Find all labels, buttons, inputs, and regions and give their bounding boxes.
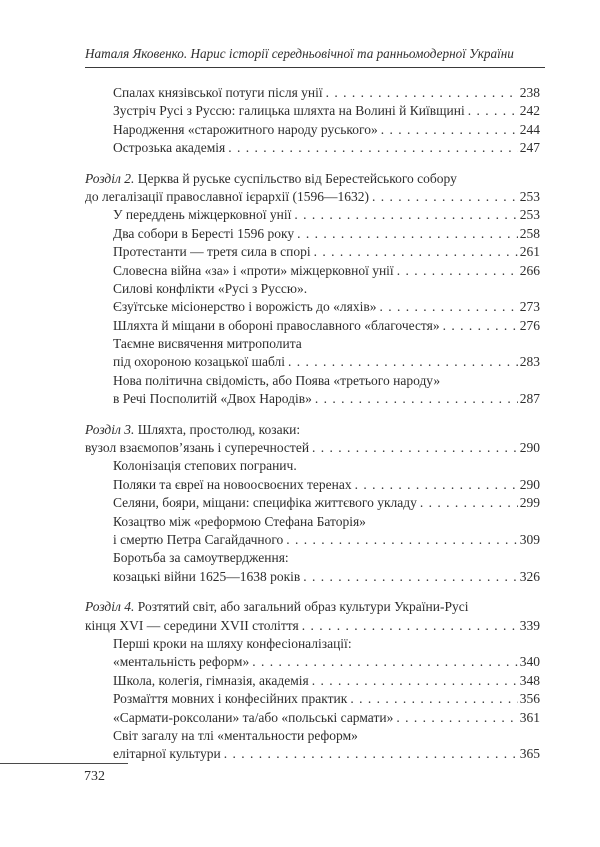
entry-title: «Сармати-роксолани» та/або «польські сармати»: [113, 709, 394, 725]
toc-entry-line: [85, 457, 540, 475]
entry-title: Розтятий світ, або загальний образ культури України-Русі: [137, 599, 469, 615]
toc-entry-line: [85, 653, 540, 671]
entry-title: Церква й руське суспільство від Берестейського собору: [137, 170, 457, 186]
toc-chapter-line: [85, 421, 540, 439]
toc-entry-line: [85, 745, 540, 763]
entry-title: кінця XVI — середини XVII століття: [85, 617, 299, 633]
entry-page-number: 276: [519, 317, 540, 333]
entry-title: Перші кроки на шляху конфесіоналізації:: [113, 635, 352, 651]
dot-leader: [355, 476, 518, 494]
dot-leader: [315, 390, 518, 408]
entry-title: Світ загалу на тлі «ментальности реформ»: [113, 727, 358, 743]
dot-leader: [420, 494, 518, 512]
toc-entry-line: [85, 476, 540, 494]
entry-page-number: 273: [519, 299, 540, 315]
toc-entry-line: [85, 727, 540, 745]
entry-page-number: 244: [519, 121, 540, 137]
entry-title: Шляхта, простолюд, козаки:: [137, 421, 301, 437]
entry-page-number: 340: [519, 654, 540, 670]
dot-leader: [302, 617, 518, 635]
dot-leader: [443, 317, 518, 335]
entry-title: Острозька академія: [113, 140, 226, 156]
toc-entry-line: [85, 439, 540, 457]
dot-leader: [372, 188, 518, 206]
footer-rule: [0, 763, 128, 764]
toc-chapter-line: [85, 598, 540, 616]
dot-leader: [312, 439, 518, 457]
dot-leader: [286, 531, 517, 549]
dot-leader: [379, 298, 517, 316]
entry-page-number: 242: [519, 103, 540, 119]
toc-entry-line: [85, 298, 540, 316]
entry-title: елітарної культури: [113, 746, 221, 762]
entry-title: Спалах князівської потуги після унії: [113, 85, 323, 100]
entry-page-number: 299: [519, 495, 540, 511]
toc-entry-line: [85, 617, 540, 635]
toc-entry-line: [85, 672, 540, 690]
toc-entry-line: [85, 690, 540, 708]
entry-title: під охороною козацької шаблі: [113, 354, 286, 370]
toc-entry-line: [85, 262, 540, 280]
dot-leader: [297, 225, 518, 243]
toc-entry-line: [85, 84, 540, 102]
entry-title: Єзуїтське місіонерство і ворожість до «ляхів»: [113, 299, 377, 315]
dot-leader: [303, 568, 518, 586]
toc-entry-line: [85, 513, 540, 531]
entry-page-number: 290: [519, 476, 540, 492]
entry-page-number: 253: [519, 207, 540, 223]
entry-title: Народження «старожитного народу руського»: [113, 121, 378, 137]
toc-entry-line: [85, 335, 540, 353]
entry-title: «ментальність реформ»: [113, 654, 250, 670]
entry-title: і смертю Петра Сагайдачного: [113, 531, 284, 547]
entry-title: Протестанти — третя сила в спорі: [113, 244, 311, 260]
toc-entry-line: [85, 139, 540, 157]
dot-leader: [252, 653, 518, 671]
entry-page-number: 253: [519, 188, 540, 204]
toc-entry-line: [85, 494, 540, 512]
dot-leader: [312, 672, 518, 690]
entry-page-number: 247: [519, 140, 540, 156]
entry-title: Зустріч Русі з Руссю: галицька шляхта на Волині й Київщині: [113, 103, 465, 119]
entry-page-number: 339: [519, 617, 540, 633]
toc-chapter-line: [85, 170, 540, 188]
toc-entry-line: [85, 709, 540, 727]
dot-leader: [294, 206, 517, 224]
toc-entry-line: [85, 549, 540, 567]
entry-page-number: 365: [519, 746, 540, 762]
toc-entry-line: [85, 531, 540, 549]
toc-entry-line: [85, 635, 540, 653]
toc-entry-line: [85, 102, 540, 120]
dot-leader: [397, 262, 518, 280]
chapter-label: Розділ 3.: [85, 421, 138, 437]
entry-page-number: 266: [519, 262, 540, 278]
entry-title: Розмаїття мовних і конфесійних практик: [113, 691, 348, 707]
toc-entry-line: [85, 225, 540, 243]
entry-title: Таємне висвячення митрополита: [113, 336, 302, 352]
entry-title: Поляки та євреї на новоосвоєних теренах: [113, 476, 352, 492]
dot-leader: [326, 84, 518, 102]
entry-title: Силові конфлікти «Русі з Руссю».: [113, 280, 308, 296]
entry-title: Словесна війна «за» і «проти» міжцерковної унії: [113, 262, 394, 278]
entry-page-number: 290: [519, 440, 540, 456]
entry-page-number: 361: [519, 709, 540, 725]
toc-entry-line: [85, 188, 540, 206]
entry-page-number: 261: [519, 244, 540, 260]
toc-entry-line: [85, 206, 540, 224]
entry-page-number: 258: [519, 225, 540, 241]
entry-title: в Речі Посполитій «Двох Народів»: [113, 391, 312, 407]
dot-leader: [396, 709, 517, 727]
entry-title: козацькі війни 1625—1638 років: [113, 568, 301, 584]
dot-leader: [224, 745, 518, 763]
toc-entry-line: [85, 243, 540, 261]
toc-entry-line: [85, 280, 540, 298]
entry-page-number: 356: [519, 691, 540, 707]
entry-page-number: 283: [519, 354, 540, 370]
entry-title: до легалізації православної ієрархії (1596—1632): [85, 188, 369, 204]
dot-leader: [314, 243, 518, 261]
chapter-label: Розділ 4.: [85, 599, 138, 615]
toc-entry-line: [85, 372, 540, 390]
toc-entry-line: [85, 568, 540, 586]
dot-leader: [381, 121, 518, 139]
entry-title: Селяни, бояри, міщани: специфіка життєвого укладу: [113, 495, 417, 511]
dot-leader: [228, 139, 518, 157]
entry-title: Боротьба за самоутвердження:: [113, 550, 289, 566]
entry-title: вузол взаємопов’язань і суперечностей: [85, 440, 310, 456]
table-of-contents: [85, 84, 540, 764]
entry-page-number: 309: [519, 531, 540, 547]
entry-page-number: 326: [519, 568, 540, 584]
dot-leader: [288, 353, 518, 371]
page-number: 732: [84, 769, 105, 784]
toc-entry-line: [85, 317, 540, 335]
entry-title: Нова політична свідомість, або Поява «третього народу»: [113, 372, 441, 388]
entry-title: Колонізація степових погранич.: [113, 458, 297, 474]
entry-title: Козацтво між «реформою Стефана Баторія»: [113, 513, 366, 529]
entry-title: У переддень міжцерковної унії: [113, 207, 292, 223]
dot-leader: [350, 690, 517, 708]
entry-page-number: 348: [519, 672, 540, 688]
running-header-text: Наталя Яковенко. Нарис історії середньовічної та ранньомодерної України: [85, 46, 514, 61]
running-header: [85, 46, 545, 68]
toc-entry-line: [85, 121, 540, 139]
entry-page-number: 238: [519, 85, 540, 100]
entry-page-number: 287: [519, 391, 540, 407]
toc-entry-line: [85, 390, 540, 408]
entry-title: Два собори в Бересті 1596 року: [113, 225, 295, 241]
entry-title: Школа, колегія, гімназія, академія: [113, 672, 309, 688]
chapter-label: Розділ 2.: [85, 170, 138, 186]
dot-leader: [468, 102, 518, 120]
toc-entry-line: [85, 353, 540, 371]
entry-title: Шляхта й міщани в обороні православного «благочестя»: [113, 317, 440, 333]
